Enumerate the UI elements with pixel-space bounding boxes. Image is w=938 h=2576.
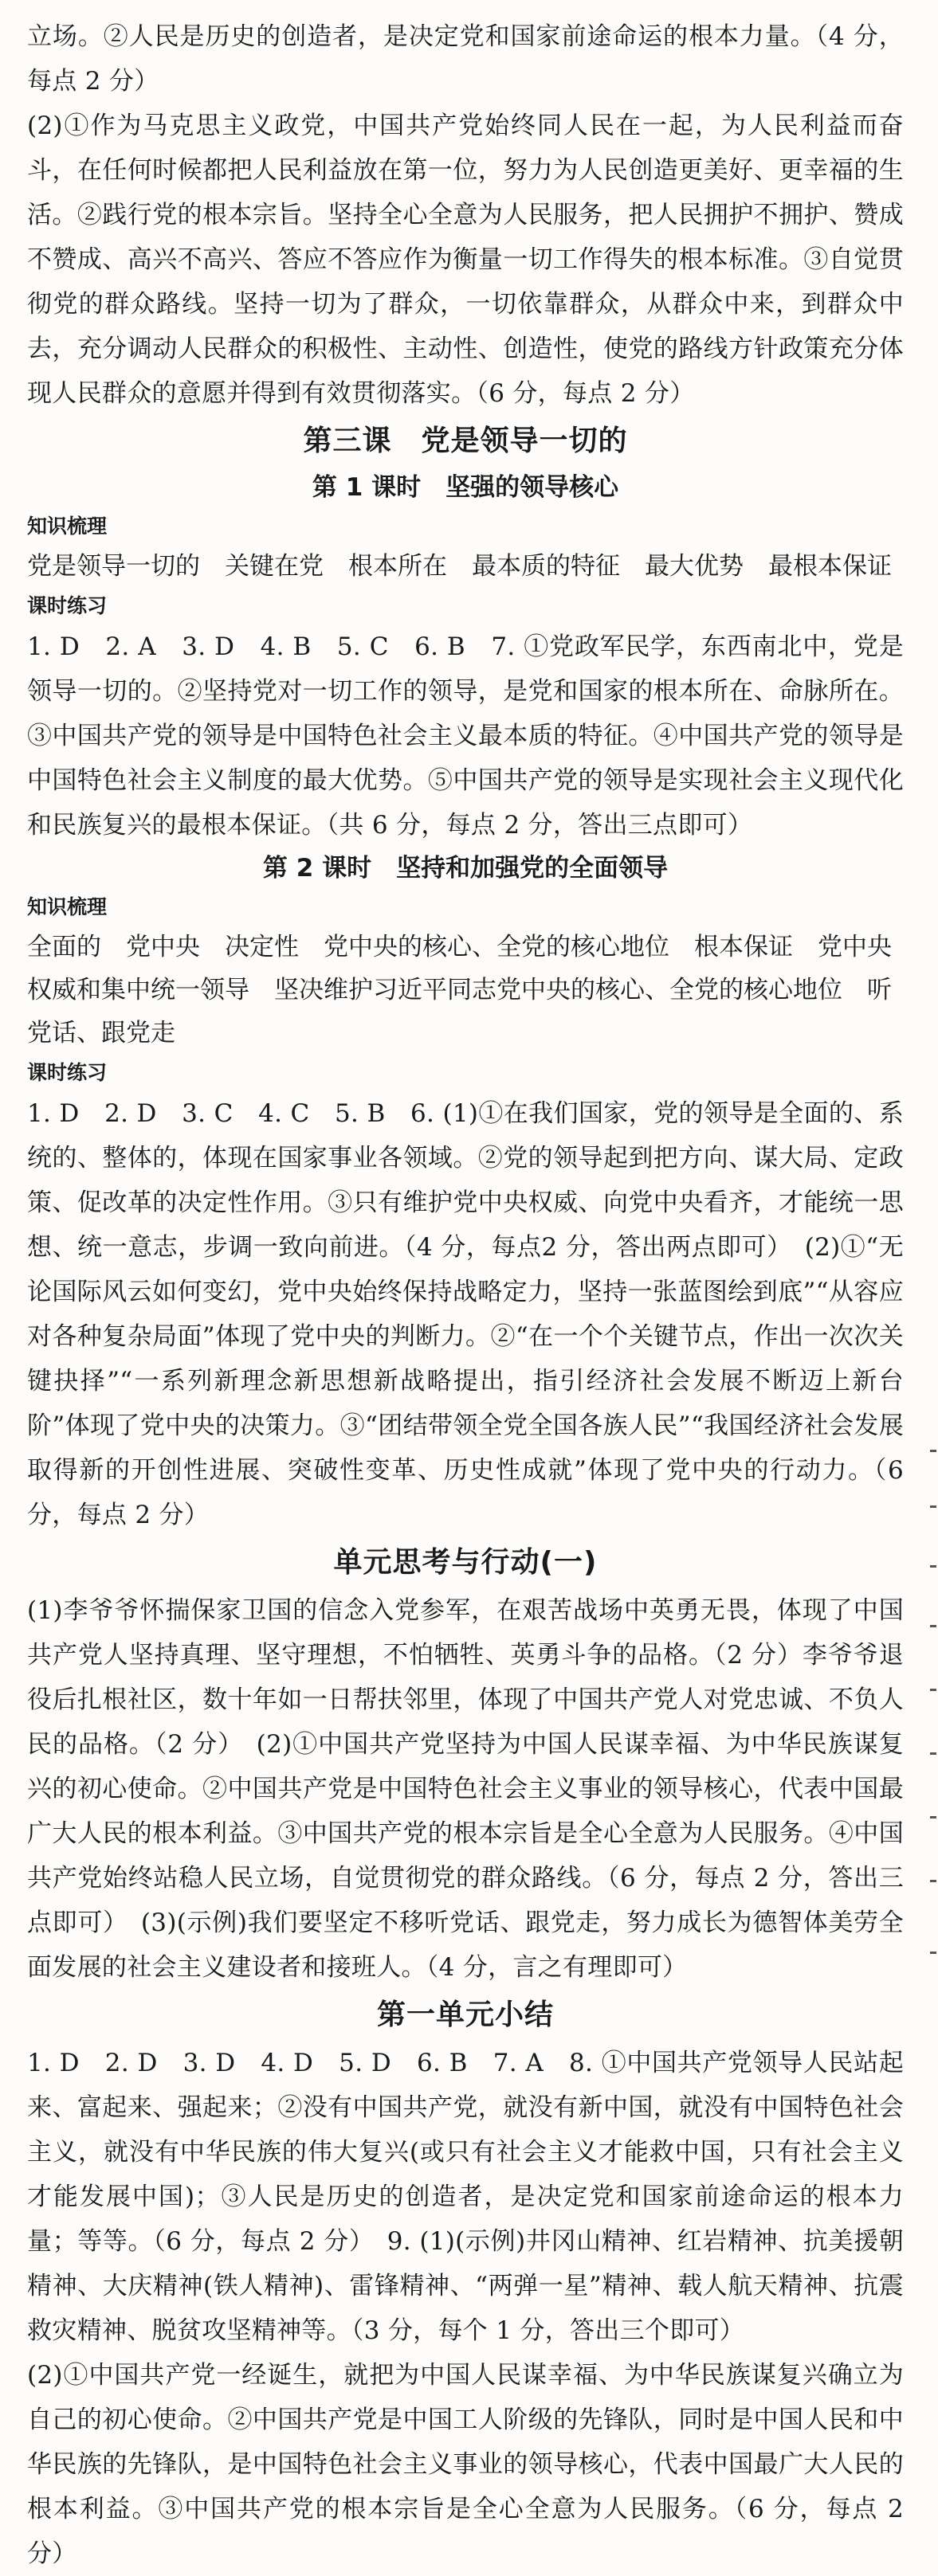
prev-answer-paragraph-2: (2)①作为马克思主义政党，中国共产党始终同人民在一起，为人民利益而奋斗，在任何时候都把人民利益放在第一位，努力为人民创造更美好、更幸福的生活。②践行党的根本宗旨。坚持全心全意为人民服务，把人民拥护不拥护、赞成不赞成、高兴不高兴、答应不答应作为衡量一切工作得失的根本标准。③自觉贯彻党的群众路线。坚持一切为了群众，一切依靠群众，从群众中来，到群众中去，充分调动人民群众的积极性、主动性、创造性，使党的路线方针政策充分体现人民群众的意愿并得到有效贯彻落实。（6 分，每点 2 分） (27, 112, 904, 408)
exercise-answers-1: 1. D 2. A 3. D 4. B 5. C 6. B 7. ①党政军民学，东西南北中，党是领导一切的。②坚持党对一切工作的领导，是党和国家的根本所在、命脉所在。③中国共产党的领导是中国特色社会主义最本质的特征。④中国共产党的领导是中国特色社会主义制度的最大优势。⑤中国共产党的领导是实现社会主义现代化和民族复兴的最根本保证。（共 6 分，每点 2 分，答出三点即可） (27, 632, 904, 840)
margin-mark (930, 1952, 936, 1954)
lesson-3-title: 第三课 党是领导一切的 (303, 425, 628, 457)
unit-thinking-title: 单元思考与行动(一) (333, 1546, 598, 1579)
lesson-3-1-title: 第 1 课时 坚强的领导核心 (312, 473, 619, 502)
margin-mark (930, 1880, 936, 1882)
answer-key-page (27, 14, 904, 2576)
margin-mark (930, 1565, 936, 1568)
exercise-label-1: 课时练习 (27, 594, 108, 617)
lesson-3-2-title: 第 2 课时 坚持和加强党的全面领导 (262, 854, 669, 883)
knowledge-review-terms-2: 全面的 党中央 决定性 党中央的核心、全党的核心地位 根本保证 党中央权威和集中统一领导 坚决维护习近平同志党中央的核心、全党的核心地位 听党话、跟党走 (27, 933, 892, 1047)
knowledge-review-label-1: 知识梳理 (27, 515, 108, 538)
margin-mark (930, 1450, 936, 1452)
unit-1-summary-answers-2: (2)①中国共产党一经诞生，就把为中国人民谋幸福、为中华民族谋复兴确立为自己的初心使命。②中国共产党是中国工人阶级的先锋队，同时是中国人民和中华民族的先锋队，是中国特色社会主义事业的领导核心，代表中国最广大人民的根本利益。③中国共产党的根本宗旨是全心全意为人民服务。（6 分，每点 2 分） (27, 2361, 904, 2568)
margin-mark (930, 1689, 936, 1691)
unit-thinking-answers: (1)李爷爷怀揣保家卫国的信念入党参军，在艰苦战场中英勇无畏，体现了中国共产党人坚持真理、坚守理想，不怕牺牲、英勇斗争的品格。（2 分）李爷爷退役后扎根社区，数十年如一日帮扶邻里，体现了中国共产党人对党忠诚、不负人民的品格。（2 分） (2)①中国共产党坚持为中国人民谋幸福、为中华民族谋复兴的初心使命。②中国共产党是中国特色社会主义事业的领导核心，代表中国最广大人民的根本利益。③中国共产党的根本宗旨是全心全意为人民服务。④中国共产党始终站稳人民立场，自觉贯彻党的群众路线。（6 分，每点 2 分，答出三点即可） (3)(示例)我们要坚定不移听党话、跟党走，努力成长为德智体美劳全面发展的社会主义建设者和接班人。（4 分，言之有理即可） (27, 1596, 904, 1982)
exercise-answers-2: 1. D 2. D 3. C 4. C 5. B 6. (1)①在我们国家，党的领导是全面的、系统的、整体的，体现在国家事业各领域。②党的领导起到把方向、谋大局、定政策、促改革的决定性作用。③只有维护党中央权威、向党中央看齐，才能统一思想、统一意志，步调一致向前进。（4 分，每点2 分，答出两点即可） (2)①“无论国际风云如何变幻，党中央始终保持战略定力，坚持一张蓝图绘到底”“从容应对各种复杂局面”体现了党中央的判断力。②“在一个个关键节点，作出一次次关键抉择”“一系列新理念新思想新战略提出，指引经济社会发展不断迈上新台阶”体现了党中央的决策力。③“团结带领全党全国各族人民”“我国经济社会发展取得新的开创性进展、突破性变革、历史性成就”体现了党中央的行动力。（6 分，每点 2 分） (27, 1099, 904, 1529)
unit-1-summary-title: 第一单元小结 (376, 1999, 554, 2031)
margin-mark (930, 1752, 936, 1755)
margin-mark (930, 1625, 936, 1627)
knowledge-review-terms-1: 党是领导一切的 关键在党 根本所在 最本质的特征 最大优势 最根本保证 (27, 552, 892, 581)
exercise-label-2: 课时练习 (27, 1061, 108, 1084)
knowledge-review-label-2: 知识梳理 (27, 895, 108, 918)
unit-1-summary-answers-1: 1. D 2. D 3. D 4. D 5. D 6. B 7. A 8. ①中国共产党领导人民站起来、富起来、强起来；②没有中国共产党，就没有新中国，就没有中国特色社会主义，就没有中华民族的伟大复兴(或只有社会主义才能救中国，只有社会主义才能发展中国)；③人民是历史的创造者，是决定党和国家前途命运的根本力量；等等。（6 分，每点 2 分） 9. (1)(示例)井冈山精神、红岩精神、抗美援朝精神、大庆精神(铁人精神)、雷锋精神、“两弹一星”精神、载人航天精神、抗震救灾精神、脱贫攻坚精神等。（3 分，每个 1 分，答出三个即可） (27, 2049, 904, 2345)
prev-answer-paragraph-1: 立场。②人民是历史的创造者，是决定党和国家前途命运的根本力量。（4 分，每点 2 分） (27, 22, 904, 96)
margin-mark (930, 1816, 936, 1818)
margin-mark (930, 1505, 936, 1508)
